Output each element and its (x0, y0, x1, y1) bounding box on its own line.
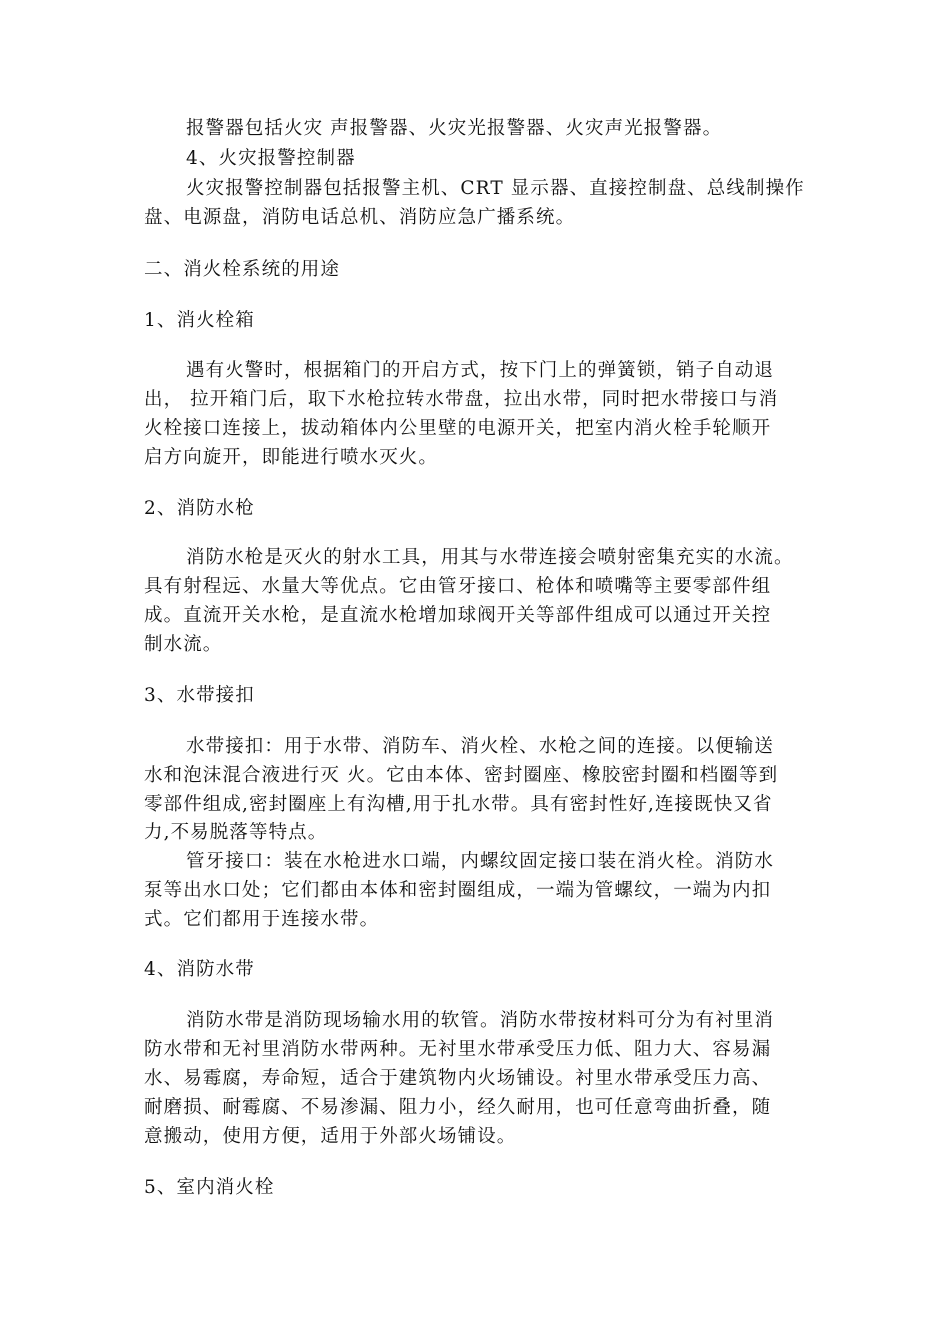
paragraph-line: 水带接扣：用于水带、消防车、消火栓、水枪之间的连接。以便输送 (186, 736, 775, 757)
paragraph-line: 具有射程远、水量大等优点。它由管牙接口、枪体和喷嘴等主要零部件组 (144, 576, 772, 597)
alarm-line: 报警器包括火灾 声报警器、火灾光报警器、火灾声光报警器。 (186, 118, 723, 139)
paragraph-line: 零部件组成,密封圈座上有沟槽,用于扎水带。具有密封性好,连接既快又省 (144, 794, 773, 815)
paragraph-line: 出， 拉开箱门后，取下水枪拉转水带盘，拉出水带，同时把水带接口与消 (144, 389, 779, 410)
paragraph-line: 力,不易脱落等特点。 (144, 822, 328, 843)
paragraph-line: 管牙接口：装在水枪进水口端，内螺纹固定接口装在消火栓。消防水 (186, 851, 775, 872)
item-heading: 3、水带接扣 (144, 685, 255, 706)
item-heading: 2、消防水枪 (144, 498, 255, 519)
paragraph-line: 火灾报警控制器包括报警主机、CRT 显示器、直接控制盘、总线制操作 (186, 178, 805, 199)
paragraph-line: 火栓接口连接上，拔动箱体内公里壁的电源开关，把室内消火栓手轮顺开 (144, 418, 772, 439)
paragraph-line: 水和泡沫混合液进行灭 火。它由本体、密封圈座、橡胶密封圈和档圈等到 (144, 765, 779, 786)
paragraph-line: 启方向旋开，即能进行喷水灭火。 (144, 447, 439, 468)
section-title: 二、消火栓系统的用途 (144, 259, 341, 280)
item-heading: 5、室内消火栓 (144, 1177, 275, 1198)
paragraph-line: 水、易霉腐，寿命短，适合于建筑物内火场铺设。衬里水带承受压力高、 (144, 1068, 772, 1089)
paragraph-line: 式。它们都用于连接水带。 (144, 909, 380, 930)
paragraph-line: 消防水枪是灭火的射水工具，用其与水带连接会喷射密集充实的水流。 (186, 547, 794, 568)
paragraph-line: 遇有火警时，根据箱门的开启方式，按下门上的弹簧锁，销子自动退 (186, 360, 775, 381)
item-heading: 4、消防水带 (144, 959, 255, 980)
paragraph-line: 耐磨损、耐霉腐、不易渗漏、阻力小，经久耐用，也可任意弯曲折叠，随 (144, 1097, 772, 1118)
controller-heading: 4、火灾报警控制器 (186, 148, 356, 169)
paragraph-line: 制水流。 (144, 634, 223, 655)
paragraph-line: 泵等出水口处；它们都由本体和密封圈组成，一端为管螺纹，一端为内扣 (144, 880, 772, 901)
paragraph-line: 意搬动，使用方便，适用于外部火场铺设。 (144, 1126, 517, 1147)
paragraph-line: 成。直流开关水枪，是直流水枪增加球阀开关等部件组成可以通过开关控 (144, 605, 772, 626)
paragraph-line: 盘、电源盘，消防电话总机、消防应急广播系统。 (144, 207, 576, 228)
paragraph-line: 防水带和无衬里消防水带两种。无衬里水带承受压力低、阻力大、容易漏 (144, 1039, 772, 1060)
paragraph-line: 消防水带是消防现场输水用的软管。消防水带按材料可分为有衬里消 (186, 1010, 775, 1031)
item-heading: 1、消火栓箱 (144, 310, 255, 331)
